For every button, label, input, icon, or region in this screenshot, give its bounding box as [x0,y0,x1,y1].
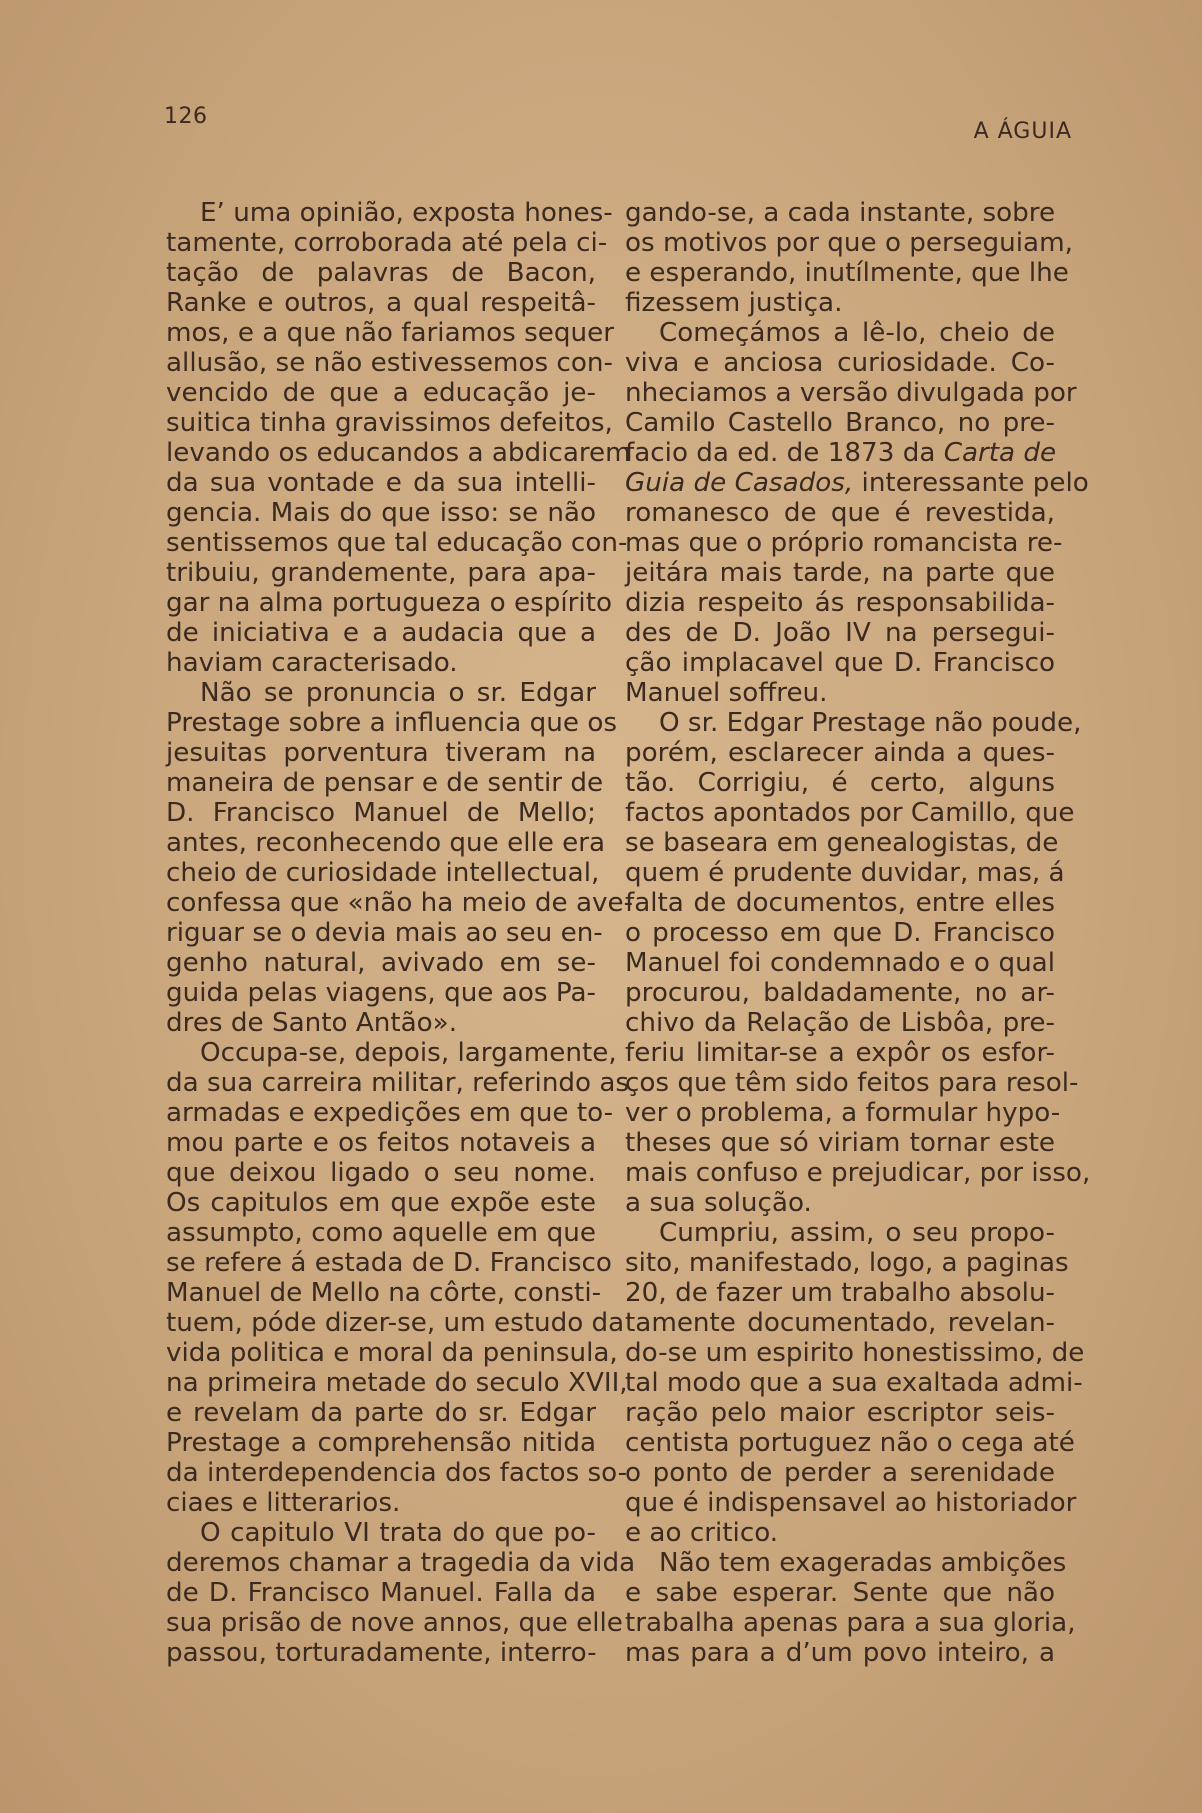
text-line: da sua carreira militar, referindo as [166,1068,630,1098]
text-line: sua prisão de nove annos, que elle [166,1608,623,1638]
left-column [166,198,636,1668]
text-line: tal modo que a sua exaltada admi- [625,1368,1083,1398]
text-line: porém, esclarecer ainda a ques- [625,738,1055,768]
text-line: genho natural, avivado em se- [166,948,596,978]
text-line [625,468,1089,498]
text-line: tuem, póde dizer-se, um estudo da [166,1308,625,1338]
text-line: da sua vontade e da sua intelli- [166,468,596,498]
text-line: e revelam da parte do sr. Edgar [166,1398,596,1428]
text-line: guida pelas viagens, que aos Pa- [166,978,596,1008]
text-line: armadas e expedições em que to- [166,1098,614,1128]
text-line: que deixou ligado o seu nome. [166,1158,596,1188]
text-line: se refere á estada de D. Francisco [166,1248,612,1278]
text-segment: interessante pelo [853,468,1089,498]
text-line: E’ uma opinião, exposta hones- [200,198,613,228]
text-line: feriu limitar-se a expôr os esfor- [625,1038,1055,1068]
text-line: procurou, baldadamente, no ar- [625,978,1055,1008]
text-line: da interdependencia dos factos so- [166,1458,628,1488]
text-line: mas que o próprio romancista re- [625,528,1063,558]
text-line: a sua solução. [625,1188,812,1218]
text-line: romanesco de que é revestida, [625,498,1055,528]
text-line: de iniciativa e a audacia que a [166,618,596,648]
text-line: tamente documentado, revelan- [625,1308,1055,1338]
text-line: gando-se, a cada instante, sobre [625,198,1056,228]
text-line: falta de documentos, entre elles [625,888,1055,918]
text-line: haviam caracterisado. [166,648,458,678]
text-line: ração pelo maior escriptor seis- [625,1398,1055,1428]
text-line: Cumpriu, assim, o seu propo- [659,1218,1055,1248]
text-line: Não tem exageradas ambições [659,1548,1067,1578]
text-line: suitica tinha gravissimos defeitos, [166,408,613,438]
text-line: sentissemos que tal educação con- [166,528,628,558]
text-line: antes, reconhecendo que elle era [166,828,606,858]
text-line: factos apontados por Camillo, que [625,798,1075,828]
text-line: de D. Francisco Manuel. Falla da [166,1578,596,1608]
text-line: e ao critico. [625,1518,779,1548]
text-line: Prestage a comprehensão nitida [166,1428,596,1458]
text-line: tribuiu, grandemente, para apa- [166,558,596,588]
italic-title: Guia de Casados, [625,468,854,498]
text-line: mou parte e os feitos notaveis a [166,1128,596,1158]
text-line: ciaes e litterarios. [166,1488,401,1518]
text-line: sito, manifestado, logo, a paginas [625,1248,1069,1278]
text-line: cheio de curiosidade intellectual, [166,858,600,888]
text-line: na primeira metade do seculo XVII, [166,1368,628,1398]
text-line: O sr. Edgar Prestage não poude, [659,708,1082,738]
text-line: jesuitas porventura tiveram na [166,738,596,768]
text-line: Occupa-se, depois, largamente, [200,1038,617,1068]
running-head: A ÁGUIA [973,119,1072,144]
text-line: D. Francisco Manuel de Mello; [166,798,596,828]
text-line: gar na alma portugueza o espírito [166,588,612,618]
text-line: Ranke e outros, a qual respeitâ- [166,288,596,318]
text-line: e sabe esperar. Sente que não [625,1578,1055,1608]
text-line: vida politica e moral da peninsula, [166,1338,618,1368]
text-line: dizia respeito ás responsabilida- [625,588,1055,618]
text-line: viva e anciosa curiosidade. Co- [625,348,1055,378]
text-line: gencia. Mais do que isso: se não [166,498,596,528]
text-line: o ponto de perder a serenidade [625,1458,1055,1488]
text-line: tação de palavras de Bacon, [166,258,596,288]
text-line: nheciamos a versão divulgada por [625,378,1077,408]
text-line: Prestage sobre a influencia que os [166,708,617,738]
text-line: O capitulo VI trata do que po- [200,1518,596,1548]
text-line: riguar se o devia mais ao seu en- [166,918,603,948]
text-line: mais confuso e prejudicar, por isso, [625,1158,1091,1188]
text-line: levando os educandos a abdicarem [166,438,631,468]
italic-title: Carta de [943,438,1057,468]
text-line: deremos chamar a tragedia da vida [166,1548,636,1578]
text-line: mos, e a que não fariamos sequer [166,318,614,348]
text-line: Começámos a lê-lo, cheio de [659,318,1055,348]
text-line: assumpto, como aquelle em que [166,1218,596,1248]
right-column [625,198,1091,1668]
text-line: mas para a d’um povo inteiro, a [625,1638,1055,1668]
text-line: fizessem justiça. [625,288,843,318]
text-line: se baseara em genealogistas, de [625,828,1059,858]
text-line: Os capitulos em que expõe este [166,1188,596,1218]
text-line: jeitára mais tarde, na parte que [625,558,1055,588]
text-line: ver o problema, a formular hypo- [625,1098,1061,1128]
text-line [625,438,1055,468]
text-line: dres de Santo Antão». [166,1008,458,1038]
text-line: trabalha apenas para a sua gloria, [625,1608,1076,1638]
text-line: e esperando, inutílmente, que lhe [625,258,1069,288]
text-line: 20, de fazer um trabalho absolu- [625,1278,1055,1308]
text-line: centista portuguez não o cega até [625,1428,1075,1458]
text-line: passou, torturadamente, interro- [166,1638,597,1668]
text-line: allusão, se não estivessemos con- [166,348,613,378]
page-number: 126 [164,104,208,129]
text-line: vencido de que a educação je- [166,378,596,408]
text-line: os motivos por que o perseguiam, [625,228,1073,258]
text-line: tão. Corrigiu, é certo, alguns [625,768,1055,798]
text-segment: facio da ed. de 1873 da [625,438,944,468]
text-line: ção implacavel que D. Francisco [625,648,1055,678]
text-line: Manuel soffreu. [625,678,828,708]
text-line: maneira de pensar e de sentir de [166,768,604,798]
text-line: Camilo Castello Branco, no pre- [625,408,1055,438]
text-line: ços que têm sido feitos para resol- [625,1068,1079,1098]
text-line: tamente, corroborada até pela ci- [166,228,608,258]
text-line: Manuel foi condemnado e o qual [625,948,1055,978]
text-line: chivo da Relação de Lisbôa, pre- [625,1008,1055,1038]
text-line: Não se pronuncia o sr. Edgar [200,678,596,708]
text-line: do-se um espirito honestissimo, de [625,1338,1085,1368]
text-line: theses que só viriam tornar este [625,1128,1055,1158]
text-line: o processo em que D. Francisco [625,918,1055,948]
text-line: que é indispensavel ao historiador [625,1488,1077,1518]
text-line: Manuel de Mello na côrte, consti- [166,1278,602,1308]
text-line: confessa que «não ha meio de ave- [166,888,634,918]
text-line: des de D. João IV na persegui- [625,618,1055,648]
text-line: quem é prudente duvidar, mas, á [625,858,1065,888]
